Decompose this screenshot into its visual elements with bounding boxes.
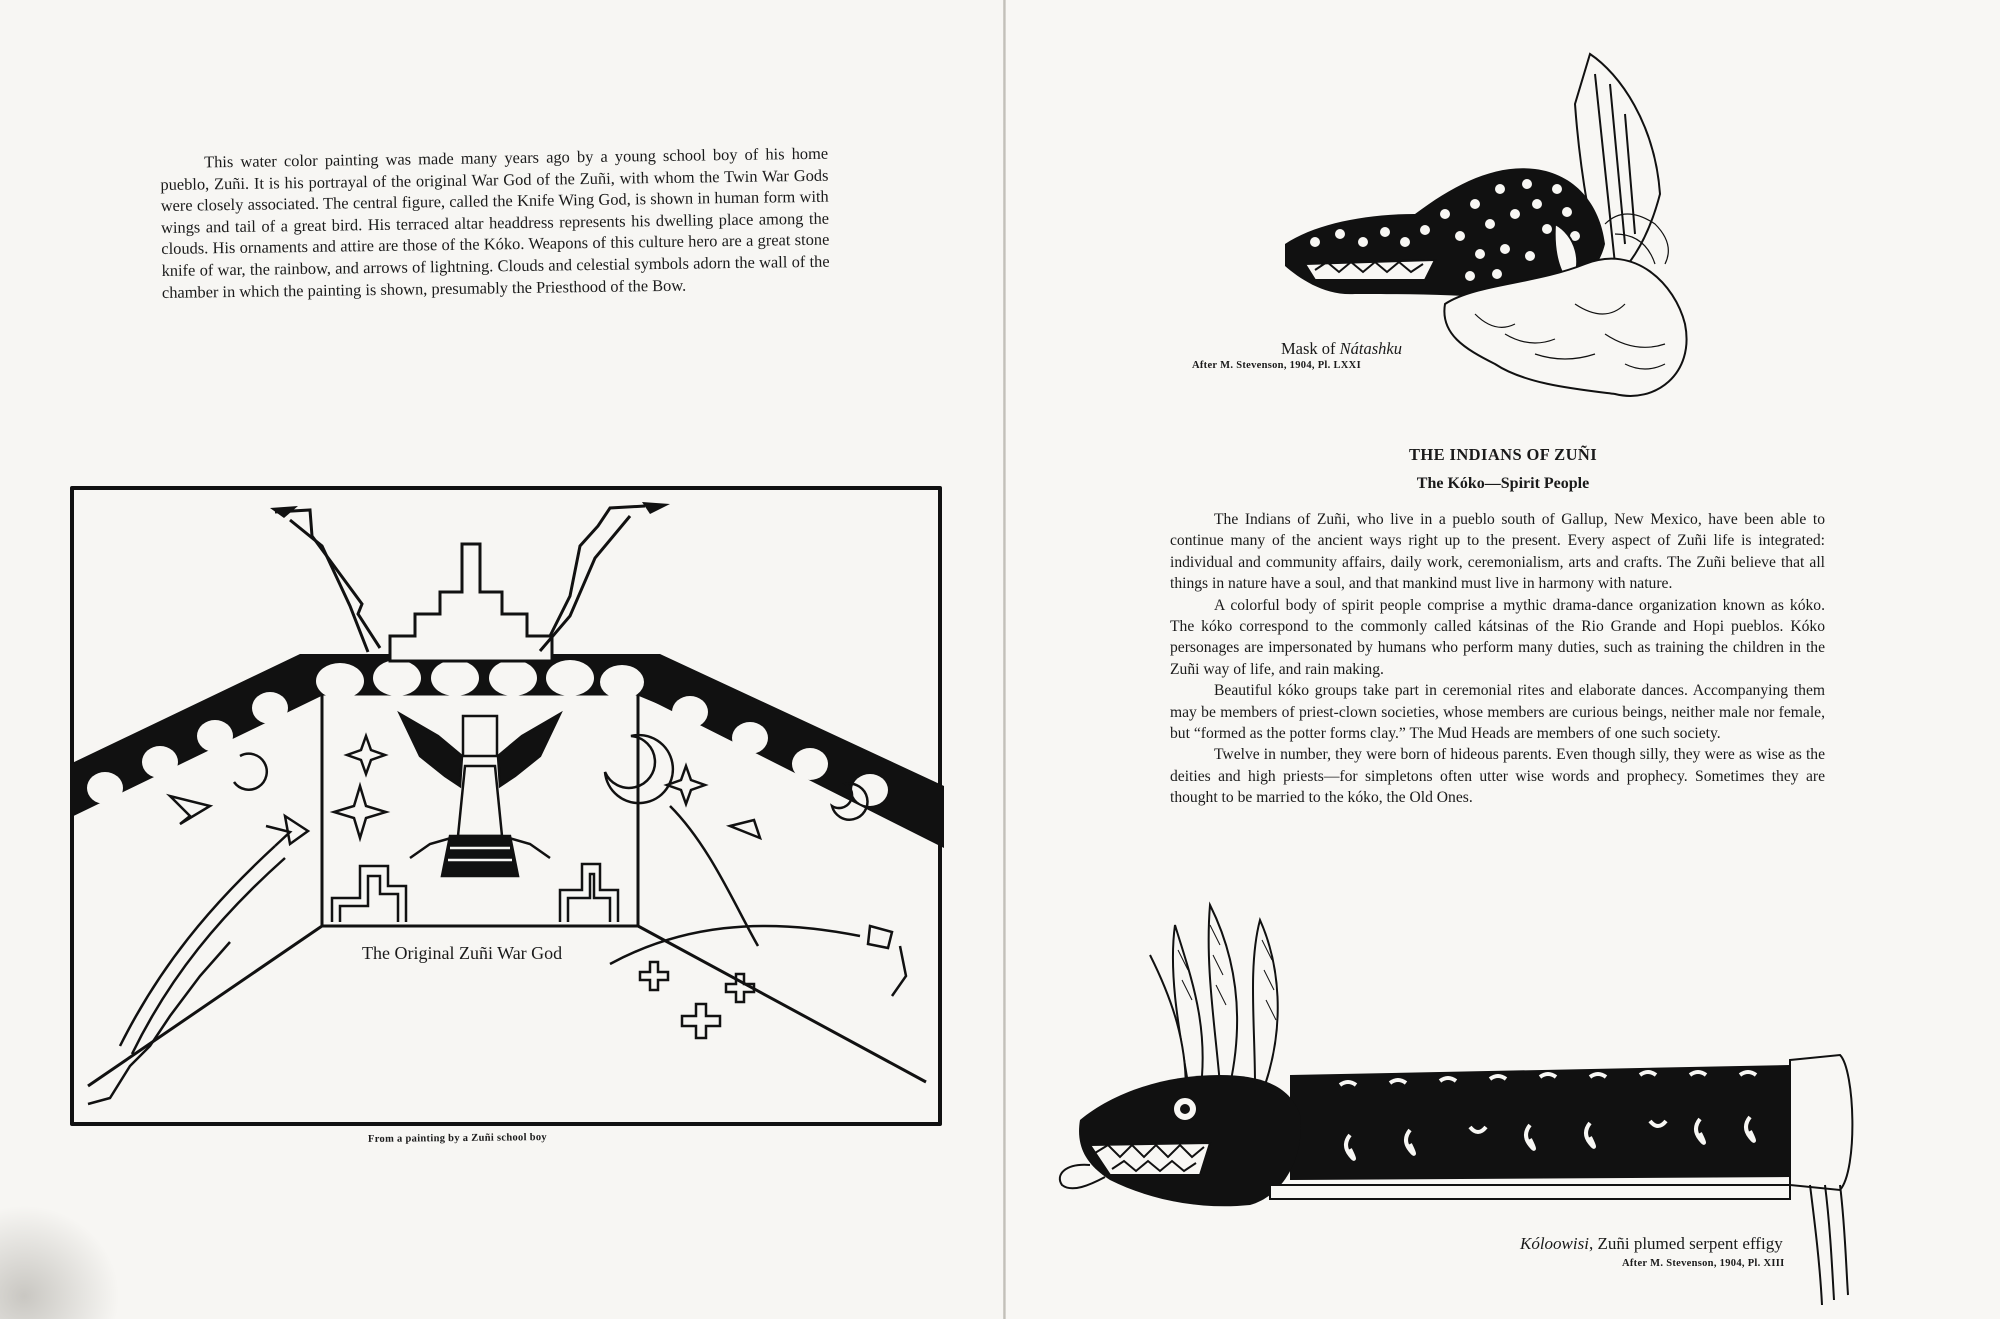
mural-caption: The Original Zuñi War God <box>362 943 563 963</box>
intro-paragraph <box>160 143 830 303</box>
natashku-mask-illustration <box>1275 44 1785 434</box>
section-heading: THE INDIANS OF ZUÑI <box>1408 445 1598 464</box>
body-paragraph: Twelve in number, they were born of hideous parents. Even though silly, they were as wise as the deities and high priests—for simpletons often utter wise words and prophecy. Sometimes they are thought to be married to the kóko, the Old Ones. <box>1170 746 1825 807</box>
body-paragraph: The Indians of Zuñi, who live in a pueblo south of Gallup, New Mexico, have been able to continue many of the ancient ways right up to the present. Every aspect of Zuñi life is integrated: individual and community affairs, daily work, ceremonialism, arts and crafts. The Zuñi believe that all things in nature have a soul, and that mankind must live in harmony with nature. <box>1170 511 1825 593</box>
knife-wing-god-figure <box>400 714 560 876</box>
war-god-mural-illustration <box>70 486 944 1128</box>
body-paragraph: Beautiful kóko groups take part in ceremonial rites and elaborate dances. Accompanying them may be members of priest-clown societies, whose members are curious beings, neither male nor female, but “formed as the potter forms clay.” The Mud Heads are members of one such society. <box>1170 682 1825 743</box>
painting-credit: From a painting by a Zuñi school boy <box>367 1132 548 1145</box>
thumb-shadow <box>0 1205 120 1319</box>
body-text <box>1170 509 1825 809</box>
serpent-credit: After M. Stevenson, 1904, Pl. XIII <box>1622 1258 1785 1269</box>
serpent-caption-name: Kóloowisi <box>1520 1234 1589 1253</box>
section-subheading: The Kóko—Spirit People <box>1416 475 1590 492</box>
serpent-body <box>1290 1065 1830 1180</box>
mask-caption-name: Nátashku <box>1339 339 1402 358</box>
mask-credit: After M. Stevenson, 1904, Pl. LXXI <box>1192 360 1361 371</box>
terraced-headdress <box>390 544 552 661</box>
serpent-caption <box>1520 1234 1880 1254</box>
book-gutter <box>1003 0 1006 1319</box>
mask-caption-prefix: Mask of <box>1280 339 1340 358</box>
serpent-caption-rest: , Zuñi plumed serpent effigy <box>1588 1234 1783 1253</box>
mural-frame <box>72 488 940 1124</box>
koloowisi-serpent-effigy-illustration <box>1050 895 1890 1319</box>
body-paragraph: A colorful body of spirit people comprise a mythic drama-dance organization known as kóko. The kóko correspond to the commonly called kátsinas of the Rio Grande and Hopi pueblos. Kóko personages are impersonated by humans who perform many duties, such as training the children in the Zuñi way of life, and rain making. <box>1170 596 1825 678</box>
intro-text: This water color painting was made many years ago by a young school boy of his home pueblo, Zuñi. It is his portrayal of the original War God of the Zuñi, with whom the Twin War Gods were closely associated. The central figure, called the Knife Wing God, is shown in human form with wings and tail of a great bird. His terraced altar headdress represents his dwelling place among the clouds. His ornaments and attire are those of the Kóko. Weapons of this culture hero are a great stone knife of war, the rainbow, and arrows of lightning. Clouds and celestial symbols adorn the wall of the chamber in which the painting is shown, presumably the Priesthood of the Bow. <box>160 143 830 302</box>
mask-caption <box>1262 339 1402 359</box>
serpent-head <box>1079 1075 1301 1206</box>
